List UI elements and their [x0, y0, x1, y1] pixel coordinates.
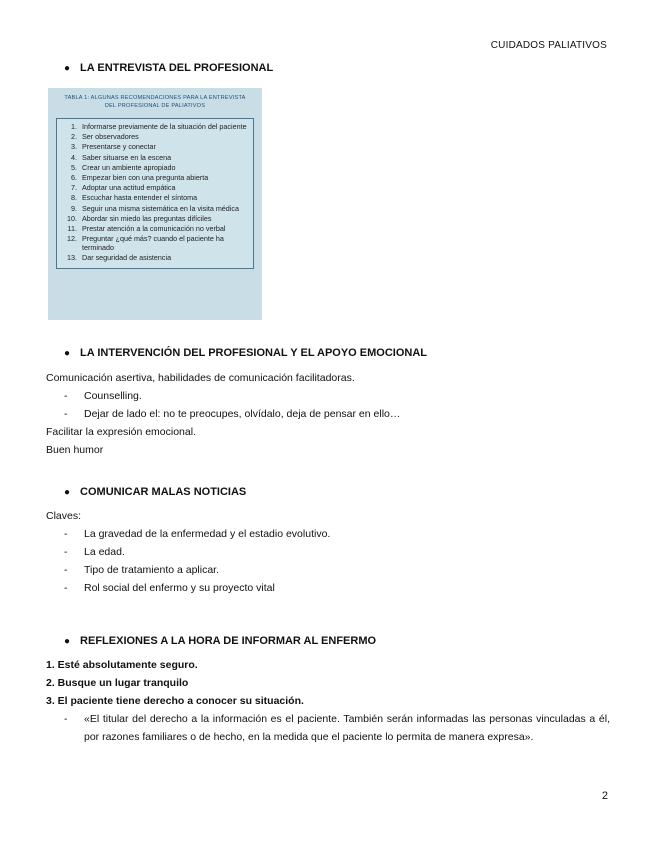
- row-text: Seguir una misma sistemática en la visita médica: [82, 203, 239, 213]
- table-row: [59, 143, 249, 152]
- table-title-line-1: TABLA 1: ALGUNAS RECOMENDACIONES PARA LA ENTREVISTA: [64, 95, 246, 101]
- list-item: - Rol social del enfermo y su proyecto vital: [64, 582, 275, 594]
- bullet-icon: ●: [64, 486, 71, 498]
- numbered-point: 3. El paciente tiene derecho a conocer su situación.: [46, 695, 304, 707]
- section-heading-label: LA ENTREVISTA DEL PROFESIONAL: [80, 62, 274, 74]
- row-text: Preguntar ¿qué más? cuando el paciente ha terminado: [82, 234, 224, 252]
- row-number: 2.: [71, 132, 77, 142]
- row-text: Informarse previamente de la situación del paciente: [82, 122, 247, 131]
- row-text: Prestar atención a la comunicación no verbal: [82, 223, 226, 233]
- table-row: [59, 133, 249, 142]
- row-text: Presentarse y conectar: [82, 142, 156, 152]
- table-row: [59, 215, 249, 224]
- section-heading-reflexiones: [64, 635, 376, 647]
- row-number: 13.: [67, 253, 77, 263]
- row-text: Dar seguridad de asistencia: [82, 253, 172, 263]
- row-number: 11.: [67, 223, 77, 233]
- row-number: 10.: [67, 213, 77, 223]
- intro-text: Claves:: [46, 510, 82, 522]
- list-item-text: La gravedad de la enfermedad y el estadio evolutivo.: [84, 528, 331, 540]
- body-text: Facilitar la expresión emocional.: [46, 426, 196, 438]
- table-row: [59, 205, 249, 214]
- table-row: [59, 184, 249, 193]
- bullet-icon: ●: [64, 635, 71, 647]
- row-text: Saber situarse en la escena: [82, 152, 172, 162]
- row-number: 1.: [71, 122, 77, 131]
- list-item-text: Counselling.: [84, 390, 142, 402]
- row-number: 4.: [71, 152, 77, 162]
- table-row: [59, 164, 249, 173]
- quote-dash: -: [64, 713, 68, 725]
- list-item: - Dejar de lado el: no te preocupes, olvídalo, deja de pensar en ello…: [64, 408, 401, 420]
- row-text: Escuchar hasta entender el síntoma: [82, 193, 198, 203]
- section-heading-malas-noticias: [64, 486, 246, 498]
- numbered-point: 1. Esté absolutamente seguro.: [46, 659, 198, 671]
- row-number: 5.: [71, 162, 77, 172]
- page-number: 2: [601, 790, 608, 802]
- table-row: [59, 225, 249, 234]
- section-heading-entrevista: [64, 62, 273, 74]
- list-item: - La edad.: [64, 546, 125, 558]
- numbered-point: 2. Busque un lugar tranquilo: [46, 677, 189, 689]
- table-list: [56, 118, 254, 269]
- table-title: [56, 94, 254, 110]
- section-heading-label: LA INTERVENCIÓN DEL PROFESIONAL Y EL APOYO EMOCIONAL: [80, 347, 428, 359]
- list-item-text: Tipo de tratamiento a aplicar.: [84, 564, 220, 576]
- row-number: 12.: [67, 234, 77, 244]
- list-item: - Counselling.: [64, 390, 142, 402]
- bullet-icon: ●: [64, 347, 71, 359]
- body-text: Buen humor: [46, 444, 104, 456]
- table-row: [59, 194, 249, 203]
- row-text: Abordar sin miedo las preguntas difíciles: [82, 213, 212, 223]
- bullet-icon: ●: [64, 62, 71, 74]
- row-number: 9.: [71, 203, 77, 213]
- list-item: - Tipo de tratamiento a aplicar.: [64, 564, 220, 576]
- row-text: Adoptar una actitud empática: [82, 183, 176, 193]
- running-header: CUIDADOS PALIATIVOS: [490, 40, 607, 51]
- table-row: [59, 123, 249, 132]
- table-row: [59, 154, 249, 163]
- intro-text: Comunicación asertiva, habilidades de comunicación facilitadoras.: [46, 372, 355, 384]
- row-number: 8.: [71, 193, 77, 203]
- row-number: 7.: [71, 183, 77, 193]
- list-item-text: Rol social del enfermo y su proyecto vital: [84, 582, 275, 594]
- row-number: 6.: [71, 172, 77, 182]
- legal-quote: «El titular del derecho a la información es el paciente. También serán informadas las personas vinculadas a él, por razones familiares o de hecho, en la medida que el paciente lo permita de manera expresa».: [84, 713, 610, 743]
- table-row: [59, 235, 249, 253]
- section-heading-intervencion: [64, 347, 427, 359]
- recommendations-table-image: [48, 88, 262, 320]
- row-text: Crear un ambiente apropiado: [82, 162, 176, 172]
- table-title-line-2: DEL PROFESIONAL DE PALIATIVOS: [104, 103, 206, 109]
- row-number: 3.: [71, 142, 77, 152]
- row-text: Ser observadores: [82, 132, 139, 142]
- row-text: Empezar bien con una pregunta abierta: [82, 172, 209, 182]
- table-row: [59, 174, 249, 183]
- list-item-text: La edad.: [84, 546, 125, 558]
- table-row: [59, 254, 249, 263]
- section-heading-label: REFLEXIONES A LA HORA DE INFORMAR AL ENFERMO: [80, 635, 377, 647]
- list-item: - La gravedad de la enfermedad y el estadio evolutivo.: [64, 528, 331, 540]
- section-heading-label: COMUNICAR MALAS NOTICIAS: [80, 486, 247, 498]
- list-item-text: Dejar de lado el: no te preocupes, olvídalo, deja de pensar en ello…: [84, 408, 401, 420]
